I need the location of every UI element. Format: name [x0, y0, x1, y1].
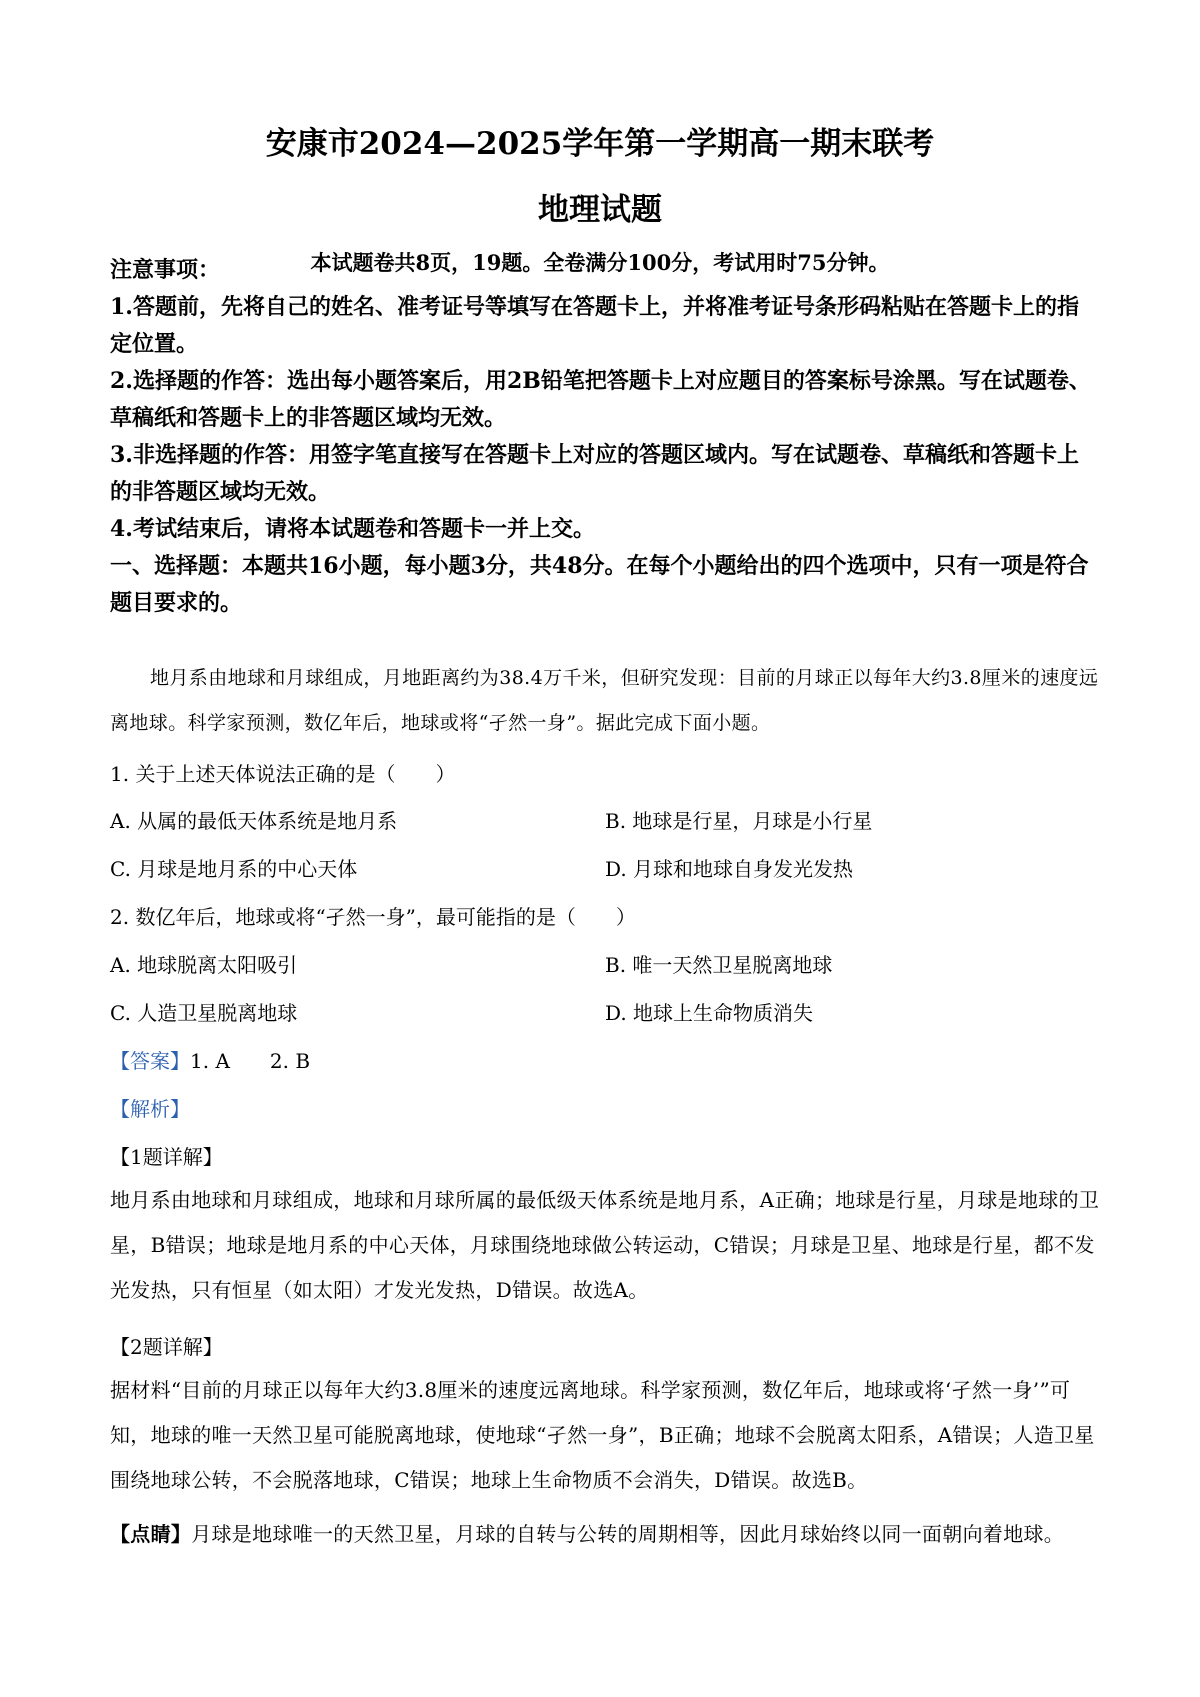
tip-label: 【点睛】 [110, 1522, 192, 1546]
detail-2-paragraph: 据材料“目前的月球正以每年大约3.8厘米的速度远离地球。科学家预测，数亿年后，地球或将‘孑然一身’”可知，地球的唯一天然卫星可能脱离地球，使地球“孑然一身”，B正确；地球不会脱离太阳系，A错误；人造卫星围绕地球公转，不会脱落地球，C错误；地球上生命物质不会消失，D错误。故选B。 [110, 1378, 1095, 1492]
question-2-stem: 2. 数亿年后，地球或将“孑然一身”，最可能指的是（ ） [110, 905, 636, 929]
option-1d[interactable]: D. 月球和地球自身发光发热 [605, 857, 854, 881]
option-2c[interactable]: C. 人造卫星脱离地球 [110, 1001, 298, 1025]
material-text: 地月系由地球和月球组成，月地距离约为38.4万千米，但研究发现：目前的月球正以每年大约3.8厘米的速度远离地球。科学家预测，数亿年后，地球或将“孑然一身”。据此完成下面小题。 [110, 667, 1099, 734]
note-item-4: 4.考试结束后，请将本试题卷和答题卡一并上交。 [110, 516, 595, 542]
question-1-stem: 1. 关于上述天体说法正确的是（ ） [110, 762, 456, 786]
detail-1-label: 【1题详解】 [110, 1145, 223, 1169]
answer-line [110, 1045, 310, 1074]
note-item-2: 2.选择题的作答：选出每小题答案后，用2B铅笔把答题卡上对应题目的答案标号涂黑。写在试题卷、草稿纸和答题卡上的非答题区域均无效。 [110, 368, 1091, 431]
tip-paragraph [110, 1512, 1100, 1557]
section-heading: 一、选择题：本题共16小题，每小题3分，共48分。在每个小题给出的四个选项中，只有一项是符合题目要求的。 [110, 553, 1089, 616]
note-item-3: 3.非选择题的作答：用签字笔直接写在答题卡上对应的答题区域内。写在试题卷、草稿纸和答题卡上的非答题区域均无效。 [110, 442, 1079, 505]
exam-title: 安康市2024—2025学年第一学期高一期末联考 [265, 126, 935, 162]
option-2a[interactable]: A. 地球脱离太阳吸引 [110, 953, 298, 977]
option-1c[interactable]: C. 月球是地月系的中心天体 [110, 857, 358, 881]
analysis-label: 【解析】 [110, 1097, 190, 1121]
exam-info: 本试题卷共8页，19题。全卷满分100分，考试用时75分钟。 [310, 250, 890, 275]
notes-section [110, 252, 1100, 622]
detail-1-paragraph: 地月系由地球和月球组成，地球和月球所属的最低级天体系统是地月系，A正确；地球是行星，月球是地球的卫星，B错误；地球是地月系的中心天体，月球围绕地球做公转运动，C错误；月球是卫星、地球是行星，都不发光发热，只有恒星（如太阳）才发光发热，D错误。故选A。 [110, 1188, 1100, 1302]
detail-1-text [110, 1178, 1100, 1313]
option-1a[interactable]: A. 从属的最低天体系统是地月系 [110, 809, 398, 833]
note-item-1: 1.答题前，先将自己的姓名、准考证号等填写在答题卡上，并将准考证号条形码粘贴在答题卡上的指定位置。 [110, 294, 1079, 357]
option-2d[interactable]: D. 地球上生命物质消失 [605, 1001, 814, 1025]
subject-title: 地理试题 [538, 192, 662, 228]
tip-text: 月球是地球唯一的天然卫星，月球的自转与公转的周期相等，因此月球始终以同一面朝向着地球。 [191, 1522, 1065, 1546]
answer-label: 【答案】 [110, 1049, 190, 1073]
detail-2-label: 【2题详解】 [110, 1335, 223, 1359]
detail-2-text [110, 1368, 1100, 1503]
option-2b[interactable]: B. 唯一天然卫星脱离地球 [605, 953, 833, 977]
tip-section [110, 1512, 1100, 1557]
answer-text: 1. A 2. B [190, 1049, 311, 1073]
option-1b[interactable]: B. 地球是行星，月球是小行星 [605, 809, 873, 833]
notes-heading: 注意事项： [110, 257, 221, 283]
